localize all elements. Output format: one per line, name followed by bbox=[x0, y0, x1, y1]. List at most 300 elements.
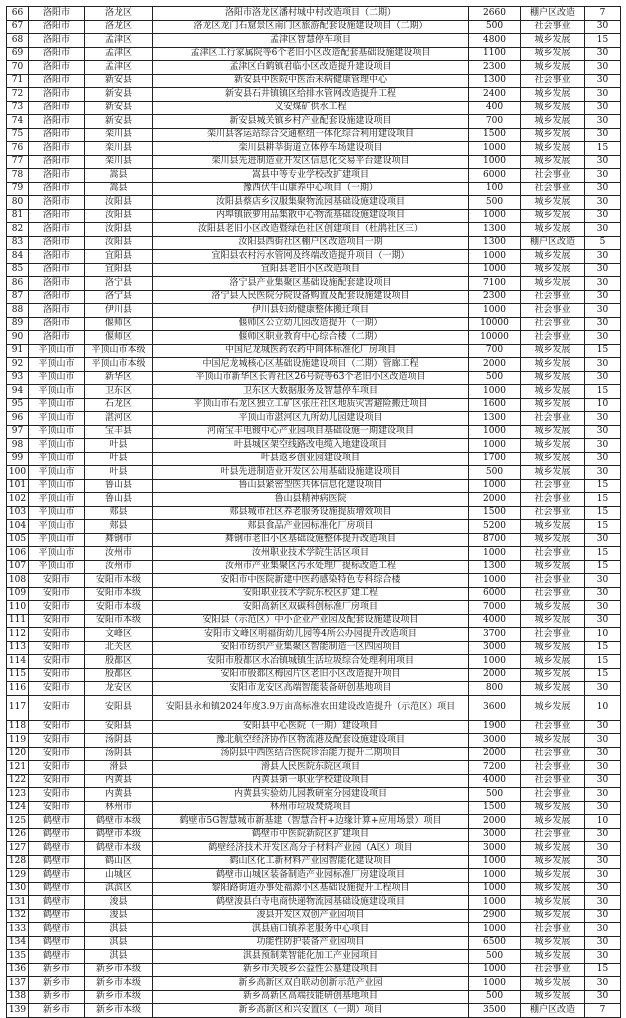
district-cell: 嵩县 bbox=[85, 182, 153, 196]
city-cell: 新乡市 bbox=[29, 1004, 85, 1018]
project-name-cell: 安阳职业技术学院东校区扩建工程 bbox=[153, 587, 469, 601]
table-row bbox=[7, 560, 621, 574]
district-cell: 淇县 bbox=[85, 950, 153, 964]
city-cell: 安阳市 bbox=[29, 734, 85, 748]
category-cell: 社会事业 bbox=[521, 774, 585, 788]
project-name-cell: 安阳市殷都区梅园片区老旧小区改造提升项目 bbox=[153, 668, 469, 682]
amount-cell: 3000 bbox=[469, 641, 521, 655]
table-row bbox=[7, 774, 621, 788]
amount-cell: 1300 bbox=[469, 74, 521, 88]
table-row bbox=[7, 533, 621, 547]
city-cell: 鹤壁市 bbox=[29, 855, 85, 869]
district-cell: 安阳市本级 bbox=[85, 614, 153, 628]
category-cell: 社会事业 bbox=[521, 747, 585, 761]
project-name-cell: 鹤壁经济技术开发区高分子材料产业园（A区）项目 bbox=[153, 842, 469, 856]
city-cell: 鹤壁市 bbox=[29, 936, 85, 950]
category-cell: 城乡发展 bbox=[521, 101, 585, 115]
row-number: 67 bbox=[7, 20, 29, 34]
amount-cell: 1000 bbox=[469, 896, 521, 910]
amount-cell: 4000 bbox=[469, 614, 521, 628]
row-number: 72 bbox=[7, 88, 29, 102]
table-row bbox=[7, 855, 621, 869]
table-row bbox=[7, 331, 621, 345]
project-name-cell: 安阳高新区双碳科创标准厂房项目 bbox=[153, 601, 469, 615]
table-row bbox=[7, 574, 621, 588]
row-number: 76 bbox=[7, 142, 29, 156]
city-cell: 鹤壁市 bbox=[29, 815, 85, 829]
amount-cell: 2660 bbox=[469, 7, 521, 21]
city-cell: 平顶山市 bbox=[29, 358, 85, 372]
district-cell: 新乡市本级 bbox=[85, 977, 153, 991]
row-number: 92 bbox=[7, 358, 29, 372]
project-name-cell: 汝阳县老旧小区改造暨绿色社区创建项目（杜鹃社区三） bbox=[153, 223, 469, 237]
city-cell: 安阳市 bbox=[29, 574, 85, 588]
term-cell: 15 bbox=[585, 385, 621, 399]
row-number: 106 bbox=[7, 547, 29, 561]
amount-cell: 6500 bbox=[469, 936, 521, 950]
city-cell: 平顶山市 bbox=[29, 452, 85, 466]
project-name-cell: 鹤壁市山城区装备制造产业园标准厂房建设项目 bbox=[153, 869, 469, 883]
category-cell: 城乡发展 bbox=[521, 209, 585, 223]
city-cell: 洛阳市 bbox=[29, 317, 85, 331]
table-row bbox=[7, 7, 621, 21]
district-cell: 孟津区 bbox=[85, 47, 153, 61]
project-name-cell: 孟津区智慧停车项目 bbox=[153, 34, 469, 48]
city-cell: 洛阳市 bbox=[29, 61, 85, 75]
category-cell: 城乡发展 bbox=[521, 344, 585, 358]
term-cell: 30 bbox=[585, 774, 621, 788]
table-row bbox=[7, 761, 621, 775]
project-name-cell: 新乡高新区和兴安置区（一期）项目 bbox=[153, 1004, 469, 1018]
term-cell: 7 bbox=[585, 7, 621, 21]
category-cell: 社会事业 bbox=[521, 587, 585, 601]
district-cell: 安阳市本级 bbox=[85, 587, 153, 601]
city-cell: 鹤壁市 bbox=[29, 909, 85, 923]
term-cell: 30 bbox=[585, 209, 621, 223]
row-number: 102 bbox=[7, 493, 29, 507]
table-row bbox=[7, 720, 621, 734]
amount-cell: 1000 bbox=[469, 655, 521, 669]
project-name-cell: 林州市垃圾焚烧项目 bbox=[153, 801, 469, 815]
amount-cell: 1300 bbox=[469, 223, 521, 237]
category-cell: 城乡发展 bbox=[521, 34, 585, 48]
project-name-cell: 新安县石井镇镇区给排水管网改造提升工程 bbox=[153, 88, 469, 102]
project-name-cell: 汝州市产业集聚区污水处理厂提标改造工程 bbox=[153, 560, 469, 574]
project-name-cell: 郏县食品产业园标准化厂房项目 bbox=[153, 520, 469, 534]
term-cell: 30 bbox=[585, 182, 621, 196]
district-cell: 嵩县 bbox=[85, 169, 153, 183]
project-name-cell: 嵩县中等专业学校改扩建项目 bbox=[153, 169, 469, 183]
project-name-cell: 淇县庙口镇养老服务中心项目 bbox=[153, 923, 469, 937]
city-cell: 安阳市 bbox=[29, 774, 85, 788]
project-name-cell: 洛阳市洛龙区潘村城中村改造项目（二期） bbox=[153, 7, 469, 21]
amount-cell: 1000 bbox=[469, 155, 521, 169]
project-name-cell: 舞钢市老旧小区基础设施整体提升改造项目 bbox=[153, 533, 469, 547]
category-cell: 城乡发展 bbox=[521, 385, 585, 399]
city-cell: 洛阳市 bbox=[29, 290, 85, 304]
term-cell: 15 bbox=[585, 668, 621, 682]
term-cell: 30 bbox=[585, 601, 621, 615]
row-number: 118 bbox=[7, 720, 29, 734]
table-row bbox=[7, 963, 621, 977]
term-cell: 30 bbox=[585, 882, 621, 896]
term-cell: 30 bbox=[585, 61, 621, 75]
table-row bbox=[7, 614, 621, 628]
row-number: 126 bbox=[7, 828, 29, 842]
city-cell: 洛阳市 bbox=[29, 277, 85, 291]
project-name-cell: 义安煤矿供水工程 bbox=[153, 101, 469, 115]
district-cell: 偃师区 bbox=[85, 317, 153, 331]
amount-cell: 1000 bbox=[469, 574, 521, 588]
term-cell: 30 bbox=[585, 277, 621, 291]
row-number: 90 bbox=[7, 331, 29, 345]
city-cell: 安阳市 bbox=[29, 682, 85, 696]
row-number: 137 bbox=[7, 977, 29, 991]
amount-cell: 3500 bbox=[469, 1004, 521, 1018]
project-name-cell: 洛龙区龙门石窟景区南门区旅游配套设施建设项目（二期） bbox=[153, 20, 469, 34]
amount-cell: 4000 bbox=[469, 774, 521, 788]
project-name-cell: 汝州职业技术学院生活区项目 bbox=[153, 547, 469, 561]
category-cell: 城乡发展 bbox=[521, 425, 585, 439]
term-cell: 10 bbox=[585, 398, 621, 412]
amount-cell: 1500 bbox=[469, 128, 521, 142]
city-cell: 洛阳市 bbox=[29, 236, 85, 250]
city-cell: 平顶山市 bbox=[29, 506, 85, 520]
term-cell: 15 bbox=[585, 963, 621, 977]
project-name-cell: 安阳市龙安区高端智能装备研创基地项目 bbox=[153, 682, 469, 696]
amount-cell: 500 bbox=[469, 990, 521, 1004]
row-number: 122 bbox=[7, 774, 29, 788]
district-cell: 林州市 bbox=[85, 801, 153, 815]
table-row bbox=[7, 466, 621, 480]
category-cell: 城乡发展 bbox=[521, 533, 585, 547]
category-cell: 城乡发展 bbox=[521, 439, 585, 453]
project-name-cell: 内黄县实验幼儿园教研室分园建设项目 bbox=[153, 788, 469, 802]
project-name-cell: 栾川县耕莘街道立体停车场建设项目 bbox=[153, 142, 469, 156]
district-cell: 滑县 bbox=[85, 761, 153, 775]
project-name-cell: 郏县城市社区养老服务设施提质增效项目 bbox=[153, 506, 469, 520]
table-row bbox=[7, 628, 621, 642]
city-cell: 洛阳市 bbox=[29, 223, 85, 237]
row-number: 68 bbox=[7, 34, 29, 48]
project-name-cell: 伊川县妇幼健康整体搬迁项目 bbox=[153, 304, 469, 318]
row-number: 130 bbox=[7, 882, 29, 896]
amount-cell: 700 bbox=[469, 344, 521, 358]
table-row bbox=[7, 547, 621, 561]
row-number: 77 bbox=[7, 155, 29, 169]
project-name-cell: 偃师区公立幼儿园改造提升（一期） bbox=[153, 317, 469, 331]
table-row bbox=[7, 236, 621, 250]
project-table bbox=[6, 6, 621, 1018]
table-row bbox=[7, 155, 621, 169]
table-row bbox=[7, 88, 621, 102]
category-cell: 城乡发展 bbox=[521, 909, 585, 923]
category-cell: 城乡发展 bbox=[521, 801, 585, 815]
project-name-cell: 滑县人民医院东院区项目 bbox=[153, 761, 469, 775]
project-name-cell: 鹤壁浚县白寺电商快递物流园基础设施建设项目 bbox=[153, 896, 469, 910]
term-cell: 30 bbox=[585, 74, 621, 88]
district-cell: 龙安区 bbox=[85, 682, 153, 696]
district-cell: 洛宁县 bbox=[85, 290, 153, 304]
district-cell: 新华区 bbox=[85, 371, 153, 385]
project-name-cell: 黎阳路街道办事处福源小区基础设施提升工程项目 bbox=[153, 882, 469, 896]
district-cell: 洛龙区 bbox=[85, 7, 153, 21]
category-cell: 城乡发展 bbox=[521, 842, 585, 856]
amount-cell: 1000 bbox=[469, 963, 521, 977]
row-number: 111 bbox=[7, 614, 29, 628]
city-cell: 洛阳市 bbox=[29, 128, 85, 142]
district-cell: 新乡市本级 bbox=[85, 990, 153, 1004]
row-number: 108 bbox=[7, 574, 29, 588]
amount-cell: 3000 bbox=[469, 734, 521, 748]
amount-cell: 1300 bbox=[469, 236, 521, 250]
table-row bbox=[7, 142, 621, 156]
category-cell: 社会事业 bbox=[521, 628, 585, 642]
project-name-cell: 鲁山县紧密型医共体信息化建设项目 bbox=[153, 479, 469, 493]
term-cell: 30 bbox=[585, 331, 621, 345]
table-row bbox=[7, 74, 621, 88]
row-number: 138 bbox=[7, 990, 29, 1004]
district-cell: 汝阳县 bbox=[85, 236, 153, 250]
city-cell: 平顶山市 bbox=[29, 560, 85, 574]
district-cell: 卫东区 bbox=[85, 385, 153, 399]
district-cell: 平顶山市本级 bbox=[85, 358, 153, 372]
term-cell: 30 bbox=[585, 358, 621, 372]
city-cell: 平顶山市 bbox=[29, 547, 85, 561]
district-cell: 叶县 bbox=[85, 466, 153, 480]
city-cell: 洛阳市 bbox=[29, 182, 85, 196]
term-cell: 15 bbox=[585, 547, 621, 561]
row-number: 81 bbox=[7, 209, 29, 223]
city-cell: 鹤壁市 bbox=[29, 882, 85, 896]
district-cell: 鹤壁市本级 bbox=[85, 842, 153, 856]
row-number: 114 bbox=[7, 655, 29, 669]
table-row bbox=[7, 950, 621, 964]
row-number: 78 bbox=[7, 169, 29, 183]
category-cell: 棚户区改造 bbox=[521, 7, 585, 21]
amount-cell: 1300 bbox=[469, 412, 521, 426]
district-cell: 洛龙区 bbox=[85, 20, 153, 34]
city-cell: 安阳市 bbox=[29, 747, 85, 761]
table-row bbox=[7, 398, 621, 412]
category-cell: 城乡发展 bbox=[521, 896, 585, 910]
district-cell: 汝州市 bbox=[85, 560, 153, 574]
district-cell: 叶县 bbox=[85, 439, 153, 453]
category-cell: 社会事业 bbox=[521, 923, 585, 937]
table-row bbox=[7, 747, 621, 761]
row-number: 99 bbox=[7, 452, 29, 466]
city-cell: 安阳市 bbox=[29, 587, 85, 601]
project-table-body bbox=[7, 7, 621, 1018]
row-number: 125 bbox=[7, 815, 29, 829]
category-cell: 城乡发展 bbox=[521, 398, 585, 412]
project-name-cell: 孟津区工行家属院等6个老旧小区改造配套基础设施建设项目 bbox=[153, 47, 469, 61]
district-cell: 新安县 bbox=[85, 115, 153, 129]
city-cell: 鹤壁市 bbox=[29, 869, 85, 883]
row-number: 74 bbox=[7, 115, 29, 129]
project-name-cell: 新乡高新区双自联动创新示范产业园 bbox=[153, 977, 469, 991]
category-cell: 棚户区改造 bbox=[521, 236, 585, 250]
row-number: 135 bbox=[7, 950, 29, 964]
table-row bbox=[7, 828, 621, 842]
amount-cell: 2000 bbox=[469, 358, 521, 372]
term-cell: 15 bbox=[585, 506, 621, 520]
amount-cell: 1000 bbox=[469, 263, 521, 277]
category-cell: 城乡发展 bbox=[521, 734, 585, 748]
amount-cell: 1000 bbox=[469, 209, 521, 223]
category-cell: 城乡发展 bbox=[521, 869, 585, 883]
project-name-cell: 中国尼龙城医药农药中间体标准化厂房项目 bbox=[153, 344, 469, 358]
amount-cell: 700 bbox=[469, 115, 521, 129]
amount-cell: 1000 bbox=[469, 869, 521, 883]
project-name-cell: 栾川县客运站综合交通枢纽一体化综合利用建设项目 bbox=[153, 128, 469, 142]
table-row bbox=[7, 909, 621, 923]
city-cell: 安阳市 bbox=[29, 628, 85, 642]
amount-cell: 800 bbox=[469, 682, 521, 696]
project-name-cell: 平顶山市湛河区九所幼儿园建设项目 bbox=[153, 412, 469, 426]
district-cell: 鹤山区 bbox=[85, 855, 153, 869]
table-row bbox=[7, 668, 621, 682]
row-number: 103 bbox=[7, 506, 29, 520]
row-number: 66 bbox=[7, 7, 29, 21]
district-cell: 汤阴县 bbox=[85, 734, 153, 748]
district-cell: 淇县 bbox=[85, 936, 153, 950]
table-row bbox=[7, 344, 621, 358]
amount-cell: 2000 bbox=[469, 668, 521, 682]
amount-cell: 10000 bbox=[469, 331, 521, 345]
city-cell: 新乡市 bbox=[29, 990, 85, 1004]
table-row bbox=[7, 1004, 621, 1018]
project-name-cell: 栾川县先进制造业开发区信息化交易平台建设项目 bbox=[153, 155, 469, 169]
amount-cell: 2300 bbox=[469, 61, 521, 75]
city-cell: 洛阳市 bbox=[29, 209, 85, 223]
category-cell: 社会事业 bbox=[521, 304, 585, 318]
category-cell: 城乡发展 bbox=[521, 655, 585, 669]
term-cell: 30 bbox=[585, 101, 621, 115]
term-cell: 30 bbox=[585, 574, 621, 588]
district-cell: 新安县 bbox=[85, 74, 153, 88]
amount-cell: 500 bbox=[469, 371, 521, 385]
category-cell: 城乡发展 bbox=[521, 936, 585, 950]
project-name-cell: 新乡高新区高端技能研创基地项目 bbox=[153, 990, 469, 1004]
table-row bbox=[7, 587, 621, 601]
term-cell: 30 bbox=[585, 923, 621, 937]
term-cell: 15 bbox=[585, 479, 621, 493]
category-cell: 城乡发展 bbox=[521, 88, 585, 102]
term-cell: 30 bbox=[585, 20, 621, 34]
project-name-cell: 宜阳县老旧小区改造项目 bbox=[153, 263, 469, 277]
term-cell: 10 bbox=[585, 695, 621, 720]
category-cell: 社会事业 bbox=[521, 493, 585, 507]
city-cell: 洛阳市 bbox=[29, 74, 85, 88]
district-cell: 新乡市本级 bbox=[85, 1004, 153, 1018]
district-cell: 北关区 bbox=[85, 641, 153, 655]
district-cell: 殷都区 bbox=[85, 655, 153, 669]
category-cell: 社会事业 bbox=[521, 761, 585, 775]
project-name-cell: 孟津区白鹤镇君临小区改造提升建设项目 bbox=[153, 61, 469, 75]
amount-cell: 2900 bbox=[469, 909, 521, 923]
district-cell: 汝阳县 bbox=[85, 223, 153, 237]
category-cell: 社会事业 bbox=[521, 290, 585, 304]
district-cell: 栾川县 bbox=[85, 128, 153, 142]
project-name-cell: 中国尼龙城核心区基础设施建设项目（二期）管廊工程 bbox=[153, 358, 469, 372]
city-cell: 平顶山市 bbox=[29, 344, 85, 358]
district-cell: 鹤壁市本级 bbox=[85, 828, 153, 842]
city-cell: 平顶山市 bbox=[29, 412, 85, 426]
row-number: 98 bbox=[7, 439, 29, 453]
amount-cell: 2400 bbox=[469, 88, 521, 102]
row-number: 120 bbox=[7, 747, 29, 761]
amount-cell: 1000 bbox=[469, 923, 521, 937]
amount-cell: 500 bbox=[469, 950, 521, 964]
table-row bbox=[7, 128, 621, 142]
table-row bbox=[7, 452, 621, 466]
project-name-cell: 鲁山县精神病医院 bbox=[153, 493, 469, 507]
city-cell: 洛阳市 bbox=[29, 88, 85, 102]
row-number: 94 bbox=[7, 385, 29, 399]
amount-cell: 7100 bbox=[469, 277, 521, 291]
district-cell: 淇县 bbox=[85, 923, 153, 937]
term-cell: 30 bbox=[585, 155, 621, 169]
amount-cell: 3000 bbox=[469, 842, 521, 856]
row-number: 139 bbox=[7, 1004, 29, 1018]
table-row bbox=[7, 842, 621, 856]
district-cell: 孟津区 bbox=[85, 61, 153, 75]
category-cell: 城乡发展 bbox=[521, 601, 585, 615]
amount-cell: 2300 bbox=[469, 290, 521, 304]
table-row bbox=[7, 869, 621, 883]
row-number: 96 bbox=[7, 412, 29, 426]
row-number: 121 bbox=[7, 761, 29, 775]
amount-cell: 1000 bbox=[469, 425, 521, 439]
district-cell: 洛宁县 bbox=[85, 277, 153, 291]
table-row bbox=[7, 358, 621, 372]
table-row bbox=[7, 169, 621, 183]
amount-cell: 4800 bbox=[469, 34, 521, 48]
category-cell: 城乡发展 bbox=[521, 452, 585, 466]
district-cell: 安阳县 bbox=[85, 695, 153, 720]
project-name-cell: 安阳市纺织产业集聚区智能制造一区四园项目 bbox=[153, 641, 469, 655]
term-cell: 30 bbox=[585, 936, 621, 950]
term-cell: 30 bbox=[585, 761, 621, 775]
term-cell: 10 bbox=[585, 628, 621, 642]
row-number: 75 bbox=[7, 128, 29, 142]
term-cell: 30 bbox=[585, 439, 621, 453]
row-number: 132 bbox=[7, 909, 29, 923]
term-cell: 30 bbox=[585, 734, 621, 748]
category-cell: 城乡发展 bbox=[521, 196, 585, 210]
row-number: 112 bbox=[7, 628, 29, 642]
term-cell: 30 bbox=[585, 128, 621, 142]
amount-cell: 1000 bbox=[469, 977, 521, 991]
district-cell: 内黄县 bbox=[85, 774, 153, 788]
project-name-cell: 安阳县永和镇2024年度3.9万亩高标准农田建设改造提升（示范区）项目 bbox=[153, 695, 469, 720]
table-row bbox=[7, 479, 621, 493]
category-cell: 社会事业 bbox=[521, 412, 585, 426]
project-name-cell: 鹤壁市中医院新院区扩建项目 bbox=[153, 828, 469, 842]
category-cell: 城乡发展 bbox=[521, 466, 585, 480]
row-number: 127 bbox=[7, 842, 29, 856]
table-row bbox=[7, 425, 621, 439]
district-cell: 鲁山县 bbox=[85, 493, 153, 507]
amount-cell: 2000 bbox=[469, 747, 521, 761]
amount-cell: 1000 bbox=[469, 142, 521, 156]
category-cell: 社会事业 bbox=[521, 506, 585, 520]
city-cell: 鹤壁市 bbox=[29, 923, 85, 937]
district-cell: 安阳市本级 bbox=[85, 601, 153, 615]
project-name-cell: 汤阴县中西医结合医院诊治能力提升二期项目 bbox=[153, 747, 469, 761]
category-cell: 城乡发展 bbox=[521, 277, 585, 291]
